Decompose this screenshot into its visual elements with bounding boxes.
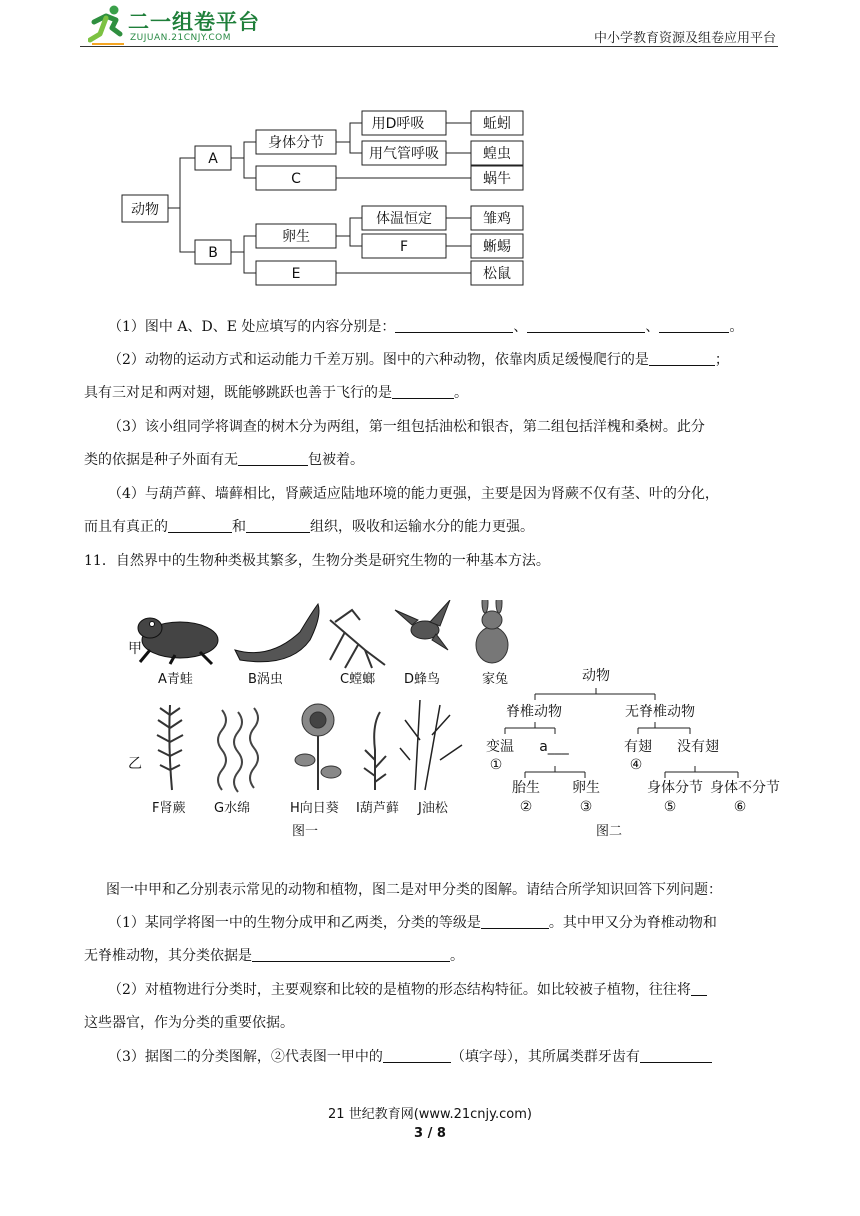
answer-blank[interactable] [395, 318, 513, 333]
hummingbird-illustration [395, 600, 450, 650]
animal-classification-tree [0, 0, 860, 300]
tree2-oviparous: 卵生 [572, 780, 600, 796]
tree1-c: C [291, 171, 301, 187]
label-frog: A青蛙 [158, 672, 193, 687]
tree2-wingless: 没有翅 [677, 739, 719, 755]
tree1-snail: 蜗牛 [483, 171, 511, 187]
tree2-invertebrate: 无脊椎动物 [625, 704, 695, 720]
tree1-b: B [208, 245, 218, 261]
q10-part4-line2: 而且有真正的 和 组织，吸收和运输水分的能力更强。 [84, 519, 534, 535]
footer-site: 21 世纪教育网(www.21cnjy.com) [328, 1107, 532, 1122]
logo-subtitle: ZUJUAN.21CNJY.COM [130, 33, 232, 43]
q11-intro: 图一中甲和乙分别表示常见的动物和植物，图二是对甲分类的图解。请结合所学知识回答下列问题： [106, 882, 722, 898]
q11-title: 11．自然界中的生物种类极其繁多，生物分类是研究生物的一种基本方法。 [84, 553, 550, 569]
label-moss: I葫芦藓 [356, 801, 399, 816]
q11-part3-line1: （3）据图二的分类图解，②代表图一甲中的 （填字母），其所属类群牙齿有 [108, 1047, 808, 1067]
label-hummingbird: D蜂鸟 [404, 672, 441, 687]
answer-blank[interactable] [691, 981, 707, 996]
tree2-n5: ⑤ [663, 799, 677, 815]
q10-part3-line2: 类的依据是种子外面有无 包被着。 [84, 452, 364, 468]
tree2-winged: 有翅 [624, 739, 652, 755]
q10-part2-line1: （2）动物的运动方式和运动能力千差万别。图中的六种动物，依靠肉质足缓慢爬行的是 ； [108, 352, 729, 368]
answer-blank[interactable] [383, 1048, 451, 1063]
tree1-warm: 体温恒定 [376, 211, 432, 227]
tree1-root: 动物 [131, 202, 159, 218]
animal-key-tree [0, 650, 860, 850]
logo-text: 二一组卷平台 [128, 10, 260, 34]
answer-blank[interactable] [168, 518, 232, 533]
tree1-dbreath: 用D呼吸 [371, 116, 425, 132]
tree2-n2: ② [519, 799, 533, 815]
row-label-yi: 乙 [128, 756, 142, 772]
q11-part1-line2: 无脊椎动物，其分类依据是 。 [84, 948, 464, 964]
answer-blank[interactable] [392, 384, 454, 399]
label-sunflower: H向日葵 [290, 801, 339, 816]
label-fern: F肾蕨 [152, 801, 186, 816]
header-platform-name: 中小学教育资源及组卷应用平台 [593, 31, 776, 46]
tree2-segmented: 身体分节 [647, 780, 703, 796]
q11-part1-line1: （1）某同学将图一中的生物分成甲和乙两类，分类的等级是 。其中甲又分为脊椎动物和 [108, 915, 717, 931]
q10-part2-line2: 具有三对足和两对翅，既能够跳跃也善于飞行的是 。 [84, 385, 468, 401]
tree1-e: E [291, 266, 301, 282]
tree2-a: a___ [539, 739, 569, 755]
answer-blank[interactable] [481, 914, 549, 929]
label-mantis: C螳螂 [340, 672, 376, 687]
q10-part1: （1）图中 A、D、E 处应填写的内容分别是： 、 、 。 [108, 319, 744, 335]
answer-blank[interactable] [238, 451, 308, 466]
q11-part2-line2: 这些器官，作为分类的重要依据。 [84, 1015, 294, 1031]
label-planarian: B涡虫 [248, 672, 283, 687]
label-pine: J油松 [418, 801, 448, 816]
tree1-seg: 身体分节 [268, 135, 324, 151]
figure1-caption: 图一 [292, 824, 319, 839]
answer-blank[interactable] [252, 947, 450, 962]
tree1-squirrel: 松鼠 [483, 266, 511, 282]
tree1-locust: 蝗虫 [483, 146, 511, 162]
tree1-earthworm: 蚯蚓 [483, 116, 511, 132]
tree1-chick: 雏鸡 [483, 211, 511, 227]
tree1-lizard: 蜥蜴 [483, 239, 511, 255]
q11-part2-line1: （2）对植物进行分类时，主要观察和比较的是植物的形态结构特征。如比较被子植物，往往将 [108, 980, 808, 1000]
tree2-n1: ① [489, 757, 503, 773]
answer-blank[interactable] [246, 518, 310, 533]
label-spirogyra: G水绵 [214, 801, 251, 816]
tree2-cold-blooded: 变温 [486, 739, 514, 755]
tree1-trachea: 用气管呼吸 [369, 146, 439, 162]
tree2-n4: ④ [629, 757, 643, 773]
answer-blank[interactable] [659, 318, 729, 333]
page-number: 3 / 8 [414, 1126, 446, 1141]
row-label-jia: 甲 [128, 641, 142, 657]
answer-blank[interactable] [527, 318, 645, 333]
label-rabbit: 家兔 [482, 672, 509, 687]
tree2-n6: ⑥ [733, 799, 747, 815]
tree2-unsegmented: 身体不分节 [710, 780, 780, 796]
tree2-root: 动物 [582, 668, 610, 684]
q10-part3-line1: （3）该小组同学将调查的树木分为两组，第一组包括油松和银杏，第二组包括洋槐和桑树。此分 [108, 419, 705, 435]
answer-blank[interactable] [649, 351, 715, 366]
q10-part4-line1: （4）与葫芦藓、墙藓相比，肾蕨适应陆地环境的能力更强，主要是因为肾蕨不仅有茎、叶的分化， [108, 486, 719, 502]
tree1-ovi: 卵生 [282, 229, 310, 245]
tree2-viviparous: 胎生 [512, 780, 540, 796]
figure2-caption: 图二 [596, 824, 623, 839]
tree2-vertebrate: 脊椎动物 [506, 704, 562, 720]
tree2-n3: ③ [579, 799, 593, 815]
tree1-f: F [399, 239, 409, 255]
answer-blank[interactable] [640, 1048, 712, 1063]
tree1-a: A [208, 151, 218, 167]
